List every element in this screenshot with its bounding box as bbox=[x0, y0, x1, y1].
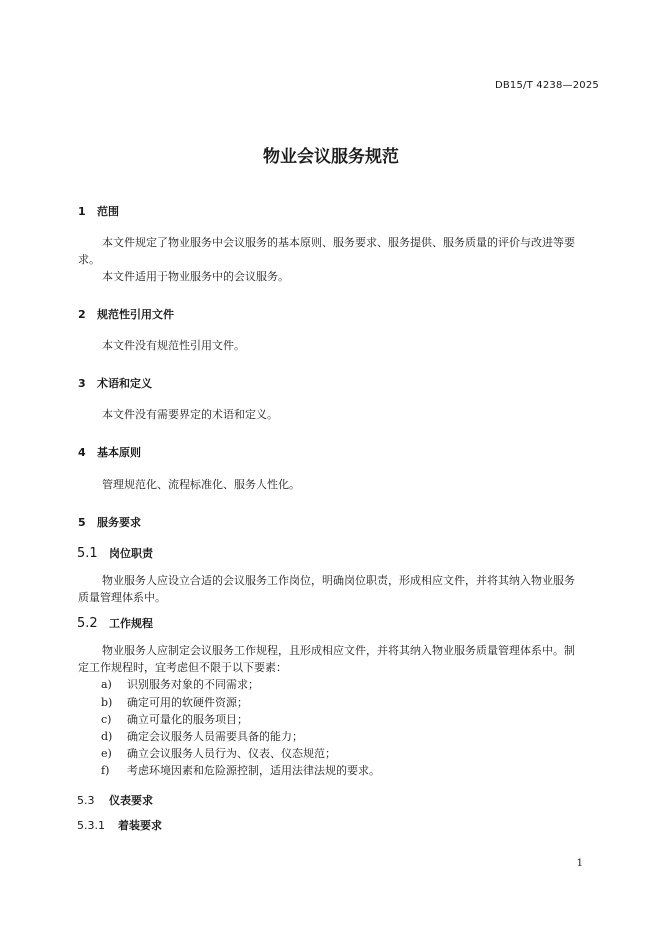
paragraph-line: 定工作规程时，宜考虑但不限于以下要素： bbox=[78, 661, 287, 674]
list-item-label: d) bbox=[101, 730, 113, 743]
section-1-heading bbox=[78, 203, 119, 219]
section-number: 5 bbox=[78, 516, 86, 529]
list-item-text: 确立会议服务人员行为、仪表、仪态规范； bbox=[127, 747, 336, 760]
section-title: 岗位职责 bbox=[109, 547, 153, 560]
section-number: 3 bbox=[78, 377, 86, 390]
section-5-2-heading bbox=[77, 615, 153, 631]
section-3-paragraph-1 bbox=[78, 406, 600, 423]
section-5-3-1-heading bbox=[77, 817, 162, 833]
list-item-text: 确定可用的软硬件资源； bbox=[127, 696, 248, 709]
section-title: 范围 bbox=[97, 205, 119, 218]
list-item-text: 确立可量化的服务项目； bbox=[127, 713, 248, 726]
page-number: 1 bbox=[576, 858, 583, 869]
list-item-label: c) bbox=[101, 713, 112, 726]
section-5-1-heading bbox=[77, 545, 153, 561]
list-item-text: 考虑环境因素和危险源控制，适用法律法规的要求。 bbox=[127, 764, 380, 777]
section-5-2-paragraph-1 bbox=[78, 642, 600, 676]
list-item-label: f) bbox=[101, 764, 110, 777]
section-number: 5.3.1 bbox=[77, 819, 105, 832]
list-item bbox=[101, 711, 248, 727]
section-title: 服务要求 bbox=[97, 516, 141, 529]
section-number: 2 bbox=[78, 308, 86, 321]
section-title: 基本原则 bbox=[97, 446, 141, 459]
section-number: 5.3 bbox=[77, 794, 95, 807]
section-5-3-heading bbox=[77, 792, 153, 808]
list-item-text: 识别服务对象的不同需求； bbox=[127, 678, 259, 691]
paragraph-line: 管理规范化、流程标准化、服务人性化。 bbox=[102, 478, 300, 491]
section-title: 术语和定义 bbox=[97, 377, 152, 390]
list-item bbox=[101, 762, 380, 778]
section-number: 4 bbox=[78, 446, 86, 459]
section-number: 5.2 bbox=[77, 616, 98, 631]
page-title: 物业会议服务规范 bbox=[263, 147, 399, 167]
section-title: 着装要求 bbox=[118, 819, 162, 832]
list-item bbox=[101, 676, 259, 692]
section-number: 5.1 bbox=[77, 546, 98, 561]
standard-code: DB15/T 4238—2025 bbox=[494, 80, 599, 91]
paragraph-line: 本文件适用于物业服务中的会议服务。 bbox=[102, 270, 289, 283]
section-4-heading bbox=[78, 444, 141, 460]
section-5-heading bbox=[78, 514, 141, 530]
section-2-paragraph-1 bbox=[78, 337, 600, 354]
paragraph-line: 物业服务人应设立合适的会议服务工作岗位，明确岗位职责，形成相应文件，并将其纳入物业服务 bbox=[102, 574, 575, 587]
list-item-label: a) bbox=[101, 678, 112, 691]
list-item-label: e) bbox=[101, 747, 112, 760]
section-3-heading bbox=[78, 375, 152, 391]
section-title: 工作规程 bbox=[109, 617, 153, 630]
section-2-heading bbox=[78, 306, 174, 322]
paragraph-line: 本文件没有规范性引用文件。 bbox=[102, 339, 245, 352]
paragraph-line: 求。 bbox=[78, 253, 100, 266]
section-1-paragraph-1 bbox=[78, 234, 600, 268]
list-item-text: 确定会议服务人员需要具备的能力； bbox=[127, 730, 303, 743]
section-5-1-paragraph-1 bbox=[78, 572, 600, 606]
section-1-paragraph-2 bbox=[78, 268, 600, 285]
list-item bbox=[101, 745, 336, 761]
list-item bbox=[101, 694, 248, 710]
section-title: 规范性引用文件 bbox=[97, 308, 174, 321]
section-number: 1 bbox=[78, 205, 86, 218]
section-4-paragraph-1 bbox=[78, 476, 600, 493]
paragraph-line: 物业服务人应制定会议服务工作规程，且形成相应文件，并将其纳入物业服务质量管理体系中。制 bbox=[102, 644, 575, 657]
paragraph-line: 本文件规定了物业服务中会议服务的基本原则、服务要求、服务提供、服务质量的评价与改进等要 bbox=[102, 236, 575, 249]
paragraph-line: 质量管理体系中。 bbox=[78, 591, 166, 604]
list-item-label: b) bbox=[101, 696, 113, 709]
list-item bbox=[101, 728, 303, 744]
section-title: 仪表要求 bbox=[109, 794, 153, 807]
paragraph-line: 本文件没有需要界定的术语和定义。 bbox=[102, 408, 278, 421]
